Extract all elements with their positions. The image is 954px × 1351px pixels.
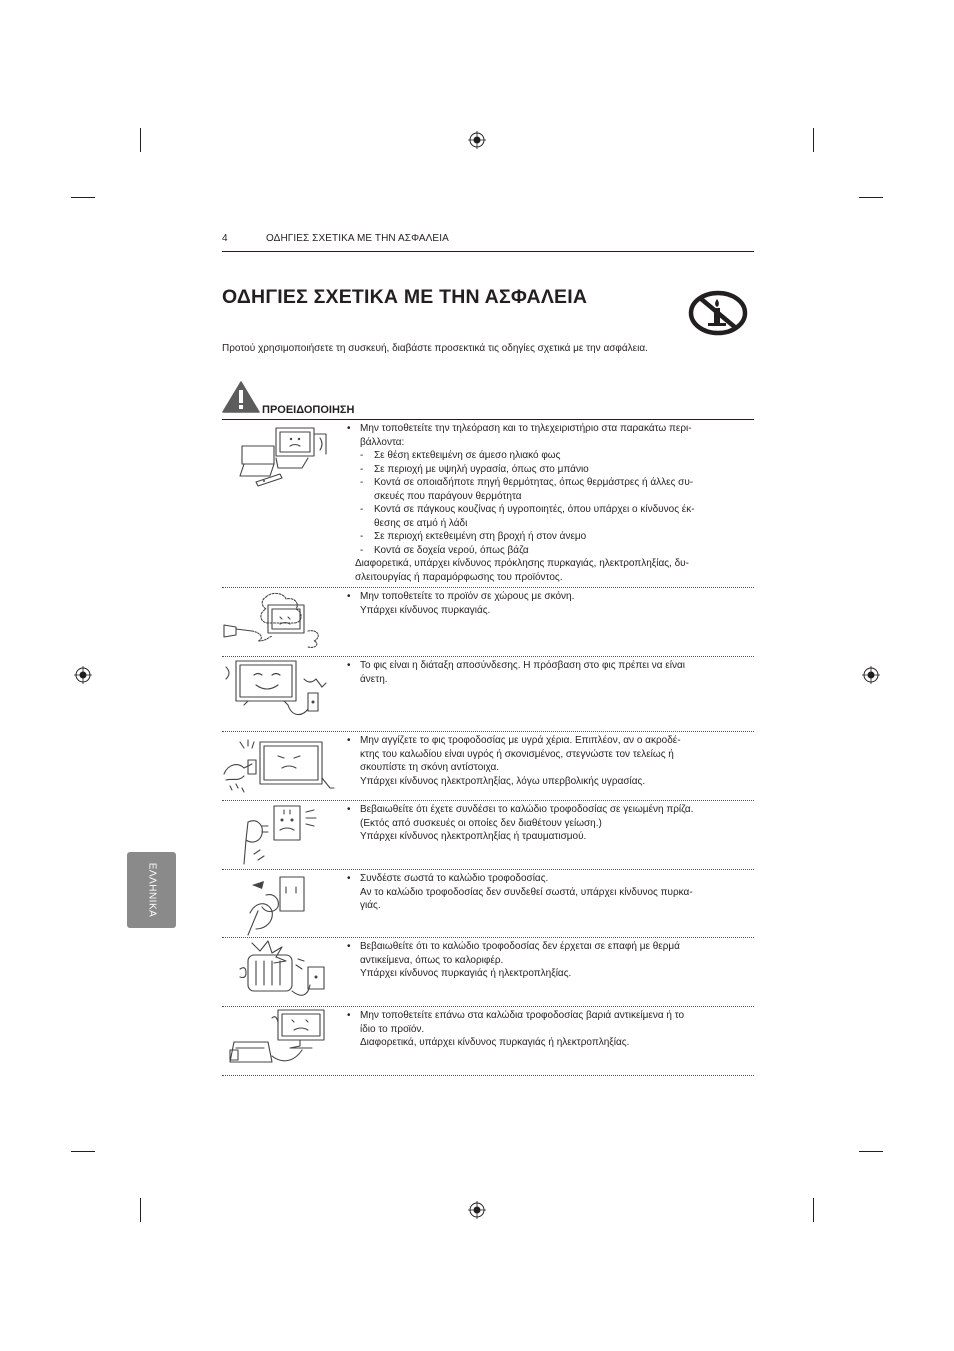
bullet-text: Διαφορετικά, υπάρχει κίνδυνος πυρκαγιάς ή ηλεκτροπληξίας. — [360, 1037, 630, 1048]
sub-item: - Κοντά σε πάγκους κουζίνας ή υγροποιητές, όπου υπάρχει ο κίνδυνος έκ- — [346, 503, 738, 517]
safety-item — [222, 870, 754, 938]
bullet-text: • Βεβαιωθείτε ότι το καλώδιο τροφοδοσίας δεν έρχεται σε επαφή με θερμά — [346, 940, 738, 954]
tv-environment-illustration — [236, 424, 348, 494]
safety-item — [222, 588, 754, 657]
sub-item: σκευές που παράγουν θερμότητα — [374, 490, 522, 502]
plug-insert-illustration — [222, 871, 334, 935]
sub-item: - Σε περιοχή εκτεθειμένη στη βροχή ή στον άνεμο — [346, 530, 738, 544]
bullet-text: άνετη. — [360, 673, 388, 685]
language-tab-label: ΕΛΛΗΝΙΚΑ — [146, 862, 157, 918]
intro-text: Προτού χρησιμοποιήσετε τη συσκευή, διαβάστε προσεκτικά τις οδηγίες σχετικά με την ασφάλεια. — [222, 343, 648, 354]
safety-item — [222, 938, 754, 1007]
safety-item — [222, 1007, 754, 1076]
bullet-text: αντικείμενα, όπως το καλοριφέρ. — [360, 954, 504, 966]
bullet-text: Υπάρχει κίνδυνος πυρκαγιάς ή ηλεκτροπληξίας. — [360, 968, 572, 979]
bullet-text: βάλλοντα: — [360, 436, 405, 448]
crop-mark — [71, 1151, 95, 1152]
dust-illustration — [222, 591, 334, 653]
registration-mark-icon — [74, 666, 92, 684]
bullet-text: κτης του καλωδίου είναι υγρός ή σκονισμένος, στεγνώστε τον τελείως ή — [360, 748, 674, 760]
safety-item — [222, 420, 754, 588]
bullet-text: • Συνδέστε σωστά το καλώδιο τροφοδοσίας. — [346, 872, 738, 886]
heater-illustration — [222, 939, 334, 1003]
registration-mark-icon — [468, 131, 486, 149]
registration-mark-icon — [862, 666, 880, 684]
crop-mark — [813, 128, 814, 152]
warning-triangle-icon — [222, 381, 260, 413]
no-candle-icon — [688, 290, 748, 336]
page-number: 4 — [222, 233, 228, 244]
bullet-text: • Μην αγγίζετε το φις τροφοδοσίας με υγρά χέρια. Επιπλέον, αν ο ακροδέ- — [346, 734, 738, 748]
heavy-object-illustration — [222, 1008, 334, 1072]
crop-mark — [859, 197, 883, 198]
header-rule — [222, 251, 754, 252]
bullet-text: • Το φις είναι η διάταξη αποσύνδεσης. Η πρόσβαση στο φις πρέπει να είναι — [346, 659, 738, 673]
bullet-text: σλειτουργίας ή παραμόρφωσης του προϊόντος. — [355, 571, 563, 583]
bullet-text: • Βεβαιωθείτε ότι έχετε συνδέσει το καλώδιο τροφοδοσίας σε γειωμένη πρίζα. — [346, 803, 738, 817]
language-tab — [127, 852, 176, 928]
bullet-text: γιάς. — [360, 900, 381, 911]
safety-item — [222, 801, 754, 870]
crop-mark — [859, 1151, 883, 1152]
sub-item: θεσης σε ατμό ή λάδι — [374, 517, 468, 529]
plug-access-illustration — [222, 659, 334, 723]
bullet-text: • Μην τοποθετείτε το προϊόν σε χώρους με σκόνη. — [346, 590, 738, 604]
crop-mark — [813, 1198, 814, 1222]
bullet-text: Υπάρχει κίνδυνος πυρκαγιάς. — [360, 604, 491, 616]
page-title: ΟΔΗΓΙΕΣ ΣΧΕΤΙΚΑ ΜΕ ΤΗΝ ΑΣΦΑΛΕΙΑ — [222, 286, 588, 308]
bullet-text: ίδιο το προϊόν. — [360, 1023, 425, 1035]
sub-item: - Κοντά σε οποιαδήποτε πηγή θερμότητας, όπως θερμάστρες ή άλλες συ- — [346, 476, 738, 490]
bullet-text: σκουπίστε τη σκόνη αντίστοιχα. — [360, 762, 500, 773]
bullet-text: • Μην τοποθετείτε επάνω στα καλώδια τροφοδοσίας βαριά αντικείμενα ή το — [346, 1009, 738, 1023]
sub-item: - Σε περιοχή με υψηλή υγρασία, όπως στο μπάνιο — [346, 463, 738, 477]
crop-mark — [140, 128, 141, 152]
safety-item — [222, 732, 754, 801]
running-header: ΟΔΗΓΙΕΣ ΣΧΕΤΙΚΑ ΜΕ ΤΗΝ ΑΣΦΑΛΕΙΑ — [266, 233, 449, 244]
bullet-text: Υπάρχει κίνδυνος ηλεκτροπληξίας ή τραυματισμού. — [360, 831, 587, 842]
warning-label: ΠΡΟΕΙΔΟΠΟΙΗΣΗ — [262, 404, 355, 416]
bullet-text: Αν το καλώδιο τροφοδοσίας δεν συνδεθεί σωστά, υπάρχει κίνδυνος πυρκα- — [360, 886, 693, 898]
registration-mark-icon — [468, 1201, 486, 1219]
crop-mark — [140, 1198, 141, 1222]
crop-mark — [71, 197, 95, 198]
sub-item: - Κοντά σε δοχεία νερού, όπως βάζα — [346, 544, 738, 558]
bullet-text: • Μην τοποθετείτε την τηλεόραση και το τηλεχειριστήριο στα παρακάτω περι- — [346, 422, 738, 436]
wet-hands-illustration — [222, 734, 334, 796]
bullet-text: Διαφορετικά, υπάρχει κίνδυνος πρόκλησης πυρκαγιάς, ηλεκτροπληξίας, δυ- — [355, 558, 689, 569]
bullet-text: Υπάρχει κίνδυνος ηλεκτροπληξίας, λόγω υπερβολικής υγρασίας. — [360, 775, 646, 787]
safety-item — [222, 657, 754, 732]
grounded-outlet-illustration — [222, 802, 334, 866]
bullet-text: (Εκτός από συσκευές οι οποίες δεν διαθέτουν γείωση.) — [360, 817, 602, 829]
sub-item: - Σε θέση εκτεθειμένη σε άμεσο ηλιακό φως — [346, 449, 738, 463]
